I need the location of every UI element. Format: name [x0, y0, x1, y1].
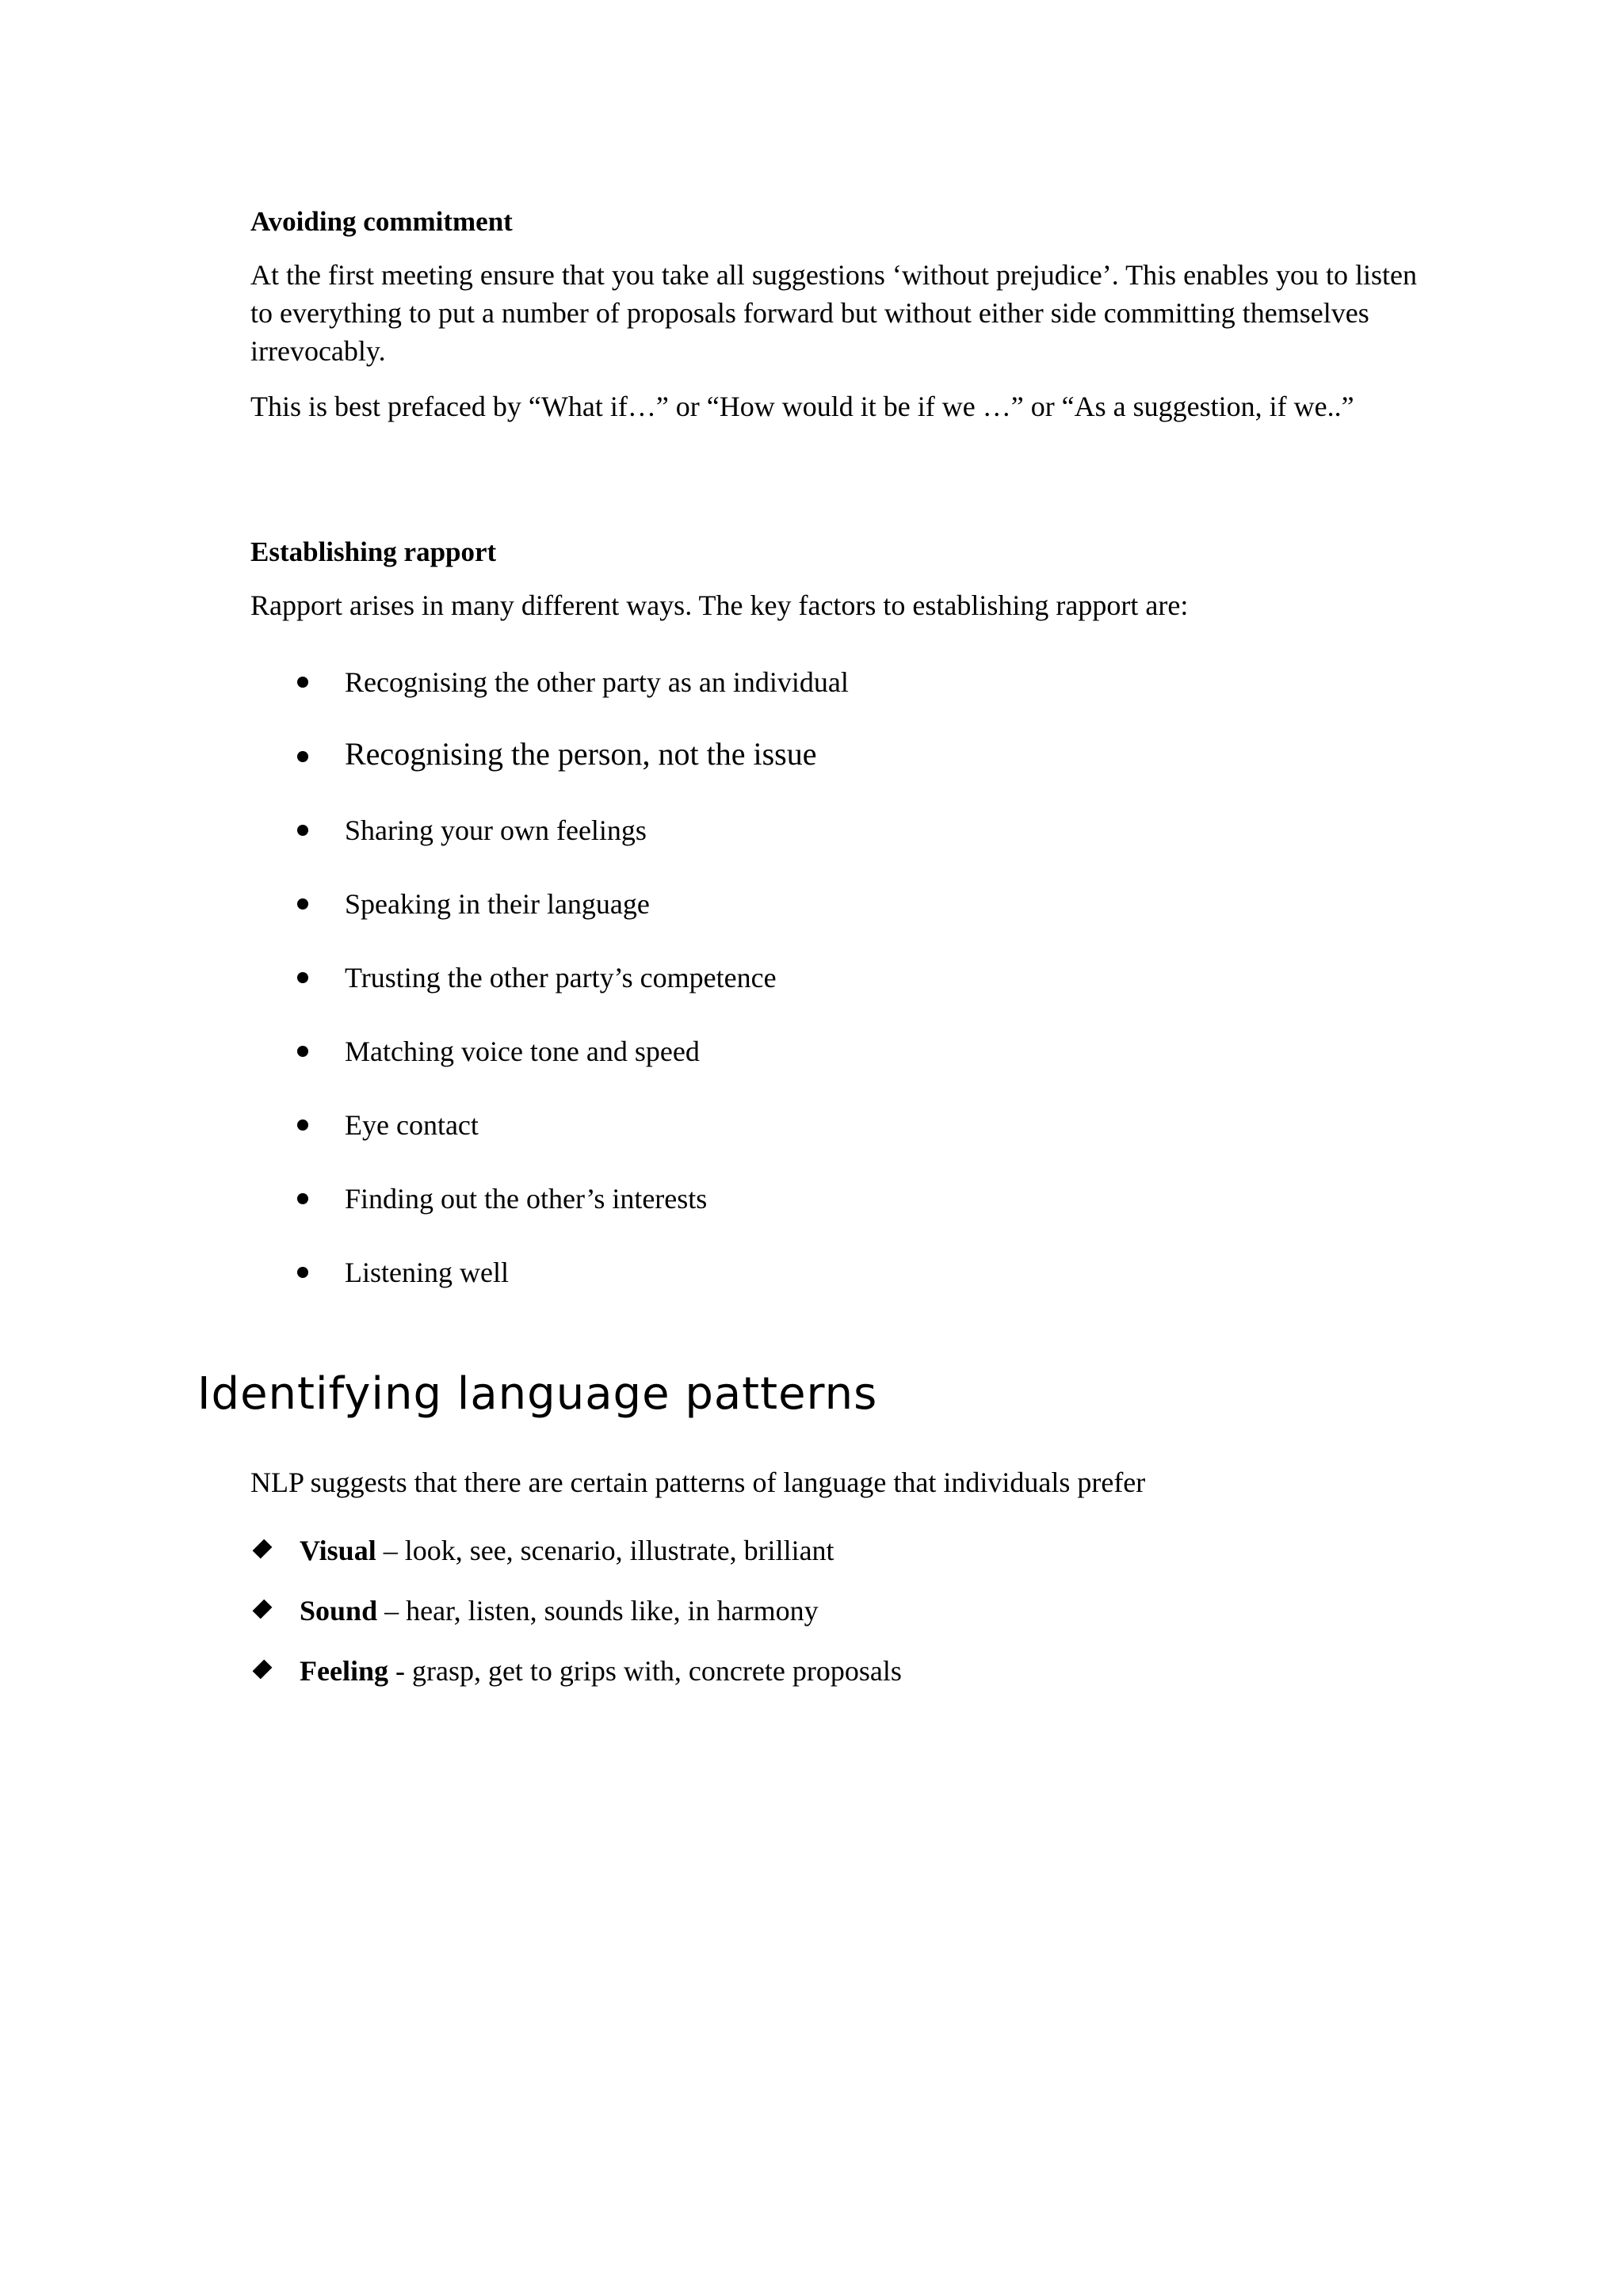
pattern-words: - grasp, get to grips with, concrete proposals: [388, 1655, 902, 1687]
bullet-icon: [297, 1046, 308, 1057]
pattern-item-feeling: [300, 1652, 902, 1690]
bullet-icon: [297, 1267, 308, 1278]
pattern-term: Sound: [300, 1595, 378, 1627]
list-item: Trusting the other party’s competence: [345, 962, 777, 994]
rapport-intro: Rapport arises in many different ways. The key factors to establishing rapport are:: [250, 589, 1189, 621]
avoiding-commitment-paragraph: At the first meeting ensure that you take all suggestions ‘without prejudice’. This enables you to listen to everything to put a number of proposals forward but without either side committing themselves irrevocably.: [250, 259, 1418, 367]
list-item: Matching voice tone and speed: [345, 1035, 700, 1067]
bullet-icon: [297, 972, 308, 983]
bullet-icon: [297, 751, 308, 762]
bullet-icon: [297, 1119, 308, 1131]
list-item: Sharing your own feelings: [345, 814, 647, 846]
diamond-bullet-icon: [253, 1600, 273, 1619]
bullet-icon: [297, 677, 308, 688]
list-item: Recognising the other party as an individual: [345, 666, 849, 698]
pattern-term: Feeling: [300, 1655, 388, 1687]
list-item: Recognising the person, not the issue: [345, 736, 817, 772]
language-patterns-heading: Identifying language patterns: [197, 1368, 878, 1420]
pattern-term: Visual: [300, 1535, 376, 1566]
language-patterns-intro: NLP suggests that there are certain patterns of language that individuals prefer: [250, 1466, 1146, 1498]
list-item: Finding out the other’s interests: [345, 1183, 708, 1215]
list-item: Speaking in their language: [345, 888, 650, 920]
establishing-rapport-heading: Establishing rapport: [250, 536, 497, 567]
bullet-icon: [297, 825, 308, 836]
prefacing-paragraph: This is best prefaced by “What if…” or “How would it be if we …” or “As a suggestion, if we..”: [250, 391, 1354, 422]
pattern-words: – hear, listen, sounds like, in harmony: [377, 1595, 819, 1627]
bullet-icon: [297, 1193, 308, 1204]
pattern-item-visual: [300, 1531, 834, 1569]
bullet-icon: [297, 898, 308, 910]
pattern-item-sound: [300, 1592, 819, 1630]
pattern-words: – look, see, scenario, illustrate, brilliant: [376, 1535, 834, 1566]
avoiding-commitment-heading: Avoiding commitment: [250, 206, 513, 237]
list-item: Eye contact: [345, 1109, 479, 1141]
diamond-bullet-icon: [253, 1539, 273, 1559]
diamond-bullet-icon: [253, 1660, 273, 1680]
list-item: Listening well: [345, 1257, 509, 1288]
